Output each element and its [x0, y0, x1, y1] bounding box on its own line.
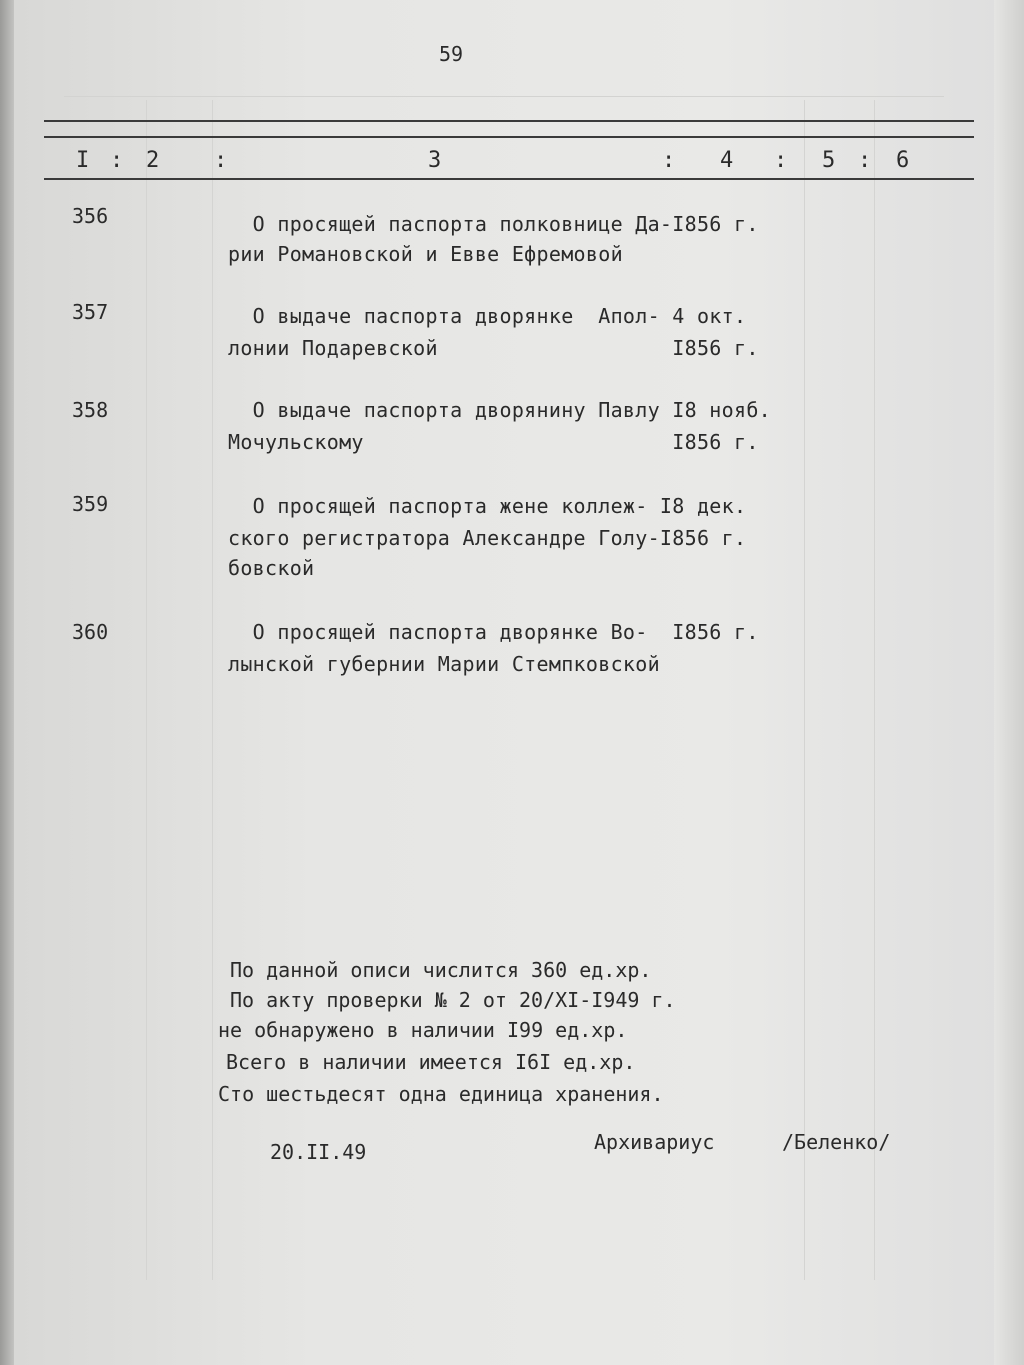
summary-line: По данной описи числится 360 ед.хр.	[230, 958, 652, 982]
column-separator: :	[662, 148, 676, 173]
column-separator: :	[110, 148, 124, 173]
ghost-column-line	[874, 100, 875, 1280]
ghost-header-band	[64, 96, 944, 121]
entry-text-line: О просящей паспорта жене коллеж- I8 дек.	[228, 494, 747, 518]
entry-text-line: О просящей паспорта полковнице Да-I856 г.	[228, 212, 759, 236]
ghost-column-line	[212, 100, 213, 1280]
entry-number: 358	[72, 398, 109, 422]
entry-number: 356	[72, 204, 109, 228]
signature-name: /Беленко/	[782, 1130, 891, 1154]
summary-line: Всего в наличии имеется I6I ед.хр.	[226, 1050, 636, 1074]
entry-number: 359	[72, 492, 109, 516]
entry-text-line: рии Романовской и Евве Ефремовой	[228, 242, 623, 266]
entry-text-line: Мочульскому I856 г.	[228, 430, 759, 454]
column-separator: :	[774, 148, 788, 173]
ghost-column-line	[146, 100, 147, 1280]
ghost-column-line	[804, 100, 805, 1280]
entry-text-line: ского регистратора Александре Голу-I856 г.	[228, 526, 747, 550]
signature-date: 20.II.49	[270, 1140, 367, 1164]
column-header: 3	[428, 148, 442, 173]
page-number: 59	[439, 42, 464, 66]
column-header: 6	[896, 148, 910, 173]
entry-text-line: лынской губернии Марии Стемпковской	[228, 652, 660, 676]
entry-number: 357	[72, 300, 109, 324]
document-page	[14, 0, 1024, 1365]
header-rule-middle	[44, 136, 974, 138]
page-edge-left	[0, 0, 14, 1365]
column-header: 2	[146, 148, 160, 173]
signature-title: Архивариус	[594, 1130, 715, 1154]
summary-line: не обнаружено в наличии I99 ед.хр.	[218, 1018, 628, 1042]
header-rule-bottom	[44, 178, 974, 180]
summary-line: Сто шестьдесят одна единица хранения.	[218, 1082, 664, 1106]
entry-number: 360	[72, 620, 109, 644]
entry-text-line: О выдаче паспорта дворянке Апол- 4 окт.	[228, 304, 747, 328]
entry-text-line: бовской	[228, 556, 315, 580]
header-rule-top	[44, 120, 974, 122]
page-edge-right	[994, 0, 1024, 1365]
summary-line: По акту проверки № 2 от 20/XI-I949 г.	[230, 988, 676, 1012]
column-header: I	[76, 148, 90, 173]
column-separator: :	[214, 148, 228, 173]
column-header: 4	[720, 148, 734, 173]
entry-text-line: О выдаче паспорта дворянину Павлу I8 нояб.	[228, 398, 772, 422]
column-header: 5	[822, 148, 836, 173]
entry-text-line: О просящей паспорта дворянке Во- I856 г.	[228, 620, 759, 644]
column-separator: :	[858, 148, 872, 173]
entry-text-line: лонии Подаревской I856 г.	[228, 336, 759, 360]
